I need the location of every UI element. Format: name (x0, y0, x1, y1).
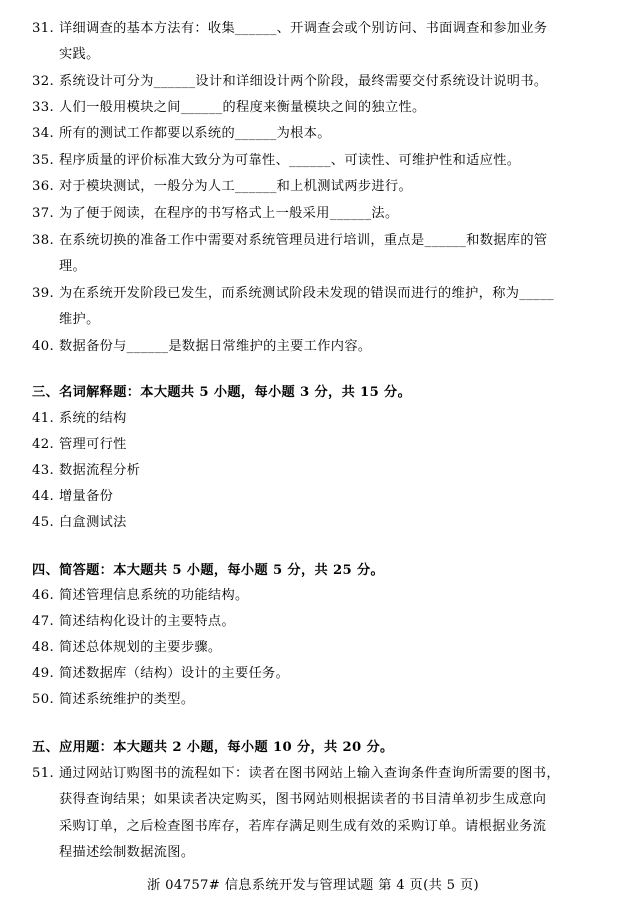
question-number: 51. (32, 766, 55, 781)
question-35 (32, 148, 602, 174)
question-46 (32, 583, 602, 609)
question-number: 37. (32, 206, 55, 221)
question-50 (32, 687, 602, 713)
section-heading-4: 四、简答题：本大题共 5 小题，每小题 5 分，共 25 分。 (32, 563, 385, 578)
page-footer: 浙 04757# 信息系统开发与管理试题 第 4 页(共 5 页) (147, 878, 479, 893)
question-37 (32, 201, 602, 227)
question-text: 简述总体规划的主要步骤。 (59, 640, 222, 655)
question-text: 在系统切换的准备工作中需要对系统管理员进行培训，重点是______和数据库的管 (59, 233, 548, 248)
question-text: 人们一般用模块之间______的程度来衡量模块之间的独立性。 (59, 100, 426, 115)
question-text: 白盒测试法 (59, 515, 127, 530)
question-39 (32, 281, 602, 307)
question-48 (32, 635, 602, 661)
question-number: 42. (32, 437, 55, 452)
question-text: 为了便于阅读，在程序的书写格式上一般采用______法。 (59, 206, 399, 221)
question-number: 46. (32, 588, 55, 603)
question-31-continuation: 实践。 (59, 47, 100, 62)
question-38 (32, 228, 602, 254)
question-39-continuation: 维护。 (59, 312, 100, 327)
question-number: 49. (32, 666, 55, 681)
question-number: 44. (32, 489, 55, 504)
question-text: 简述结构化设计的主要特点。 (59, 614, 235, 629)
question-45 (32, 510, 602, 536)
question-text: 增量备份 (59, 489, 114, 504)
question-number: 45. (32, 515, 55, 530)
section-heading-3: 三、名词解释题：本大题共 5 小题，每小题 3 分，共 15 分。 (32, 385, 412, 400)
question-text: 通过网站订购图书的流程如下：读者在图书网站上输入查询条件查询所需要的图书， (59, 766, 560, 781)
question-36 (32, 174, 602, 200)
question-text: 系统的结构 (59, 411, 127, 426)
question-number: 36. (32, 179, 55, 194)
question-number: 33. (32, 100, 55, 115)
question-51-line-3: 采购订单，之后检查图书库存，若库存满足则生成有效的采购订单。请根据业务流 (59, 819, 547, 834)
question-number: 41. (32, 411, 55, 426)
question-47 (32, 609, 602, 635)
question-49 (32, 661, 602, 687)
question-text: 数据备份与______是数据日常维护的主要工作内容。 (59, 339, 372, 354)
question-number: 38. (32, 233, 55, 248)
section-heading-5: 五、应用题：本大题共 2 小题，每小题 10 分，共 20 分。 (32, 740, 394, 755)
question-number: 39. (32, 286, 55, 301)
question-42 (32, 432, 602, 458)
question-33 (32, 95, 602, 121)
question-51-line-2: 获得查询结果；如果读者决定购买，图书网站则根据读者的书目清单初步生成意向 (59, 792, 547, 807)
question-text: 程序质量的评价标准大致分为可靠性、______、可读性、可维护性和适应性。 (59, 153, 521, 168)
question-43 (32, 458, 602, 484)
question-text: 简述管理信息系统的功能结构。 (59, 588, 249, 603)
question-number: 40. (32, 339, 55, 354)
question-number: 48. (32, 640, 55, 655)
question-number: 34. (32, 126, 55, 141)
question-38-continuation: 理。 (59, 259, 87, 274)
question-number: 31. (32, 21, 55, 36)
question-text: 为在系统开发阶段已发生，而系统测试阶段未发现的错误而进行的维护，称为_____ (59, 286, 554, 301)
question-32 (32, 69, 602, 95)
question-40 (32, 334, 602, 360)
question-text: 简述系统维护的类型。 (59, 692, 195, 707)
question-51-line-4: 程描述绘制数据流图。 (59, 845, 195, 860)
question-text: 系统设计可分为______设计和详细设计两个阶段，最终需要交付系统设计说明书。 (59, 74, 548, 89)
question-51 (32, 761, 602, 787)
question-number: 50. (32, 692, 55, 707)
question-41 (32, 406, 602, 432)
question-number: 32. (32, 74, 55, 89)
question-number: 47. (32, 614, 55, 629)
question-text: 管理可行性 (59, 437, 127, 452)
question-text: 数据流程分析 (59, 463, 141, 478)
question-text: 详细调查的基本方法有：收集______、开调查会或个别访问、书面调查和参加业务 (59, 21, 548, 36)
question-text: 简述数据库（结构）设计的主要任务。 (59, 666, 290, 681)
question-34 (32, 121, 602, 147)
question-44 (32, 484, 602, 510)
question-number: 43. (32, 463, 55, 478)
question-number: 35. (32, 153, 55, 168)
question-31 (32, 16, 602, 42)
question-text: 所有的测试工作都要以系统的______为根本。 (59, 126, 331, 141)
question-text: 对于模块测试，一般分为人工______和上机测试两步进行。 (59, 179, 413, 194)
